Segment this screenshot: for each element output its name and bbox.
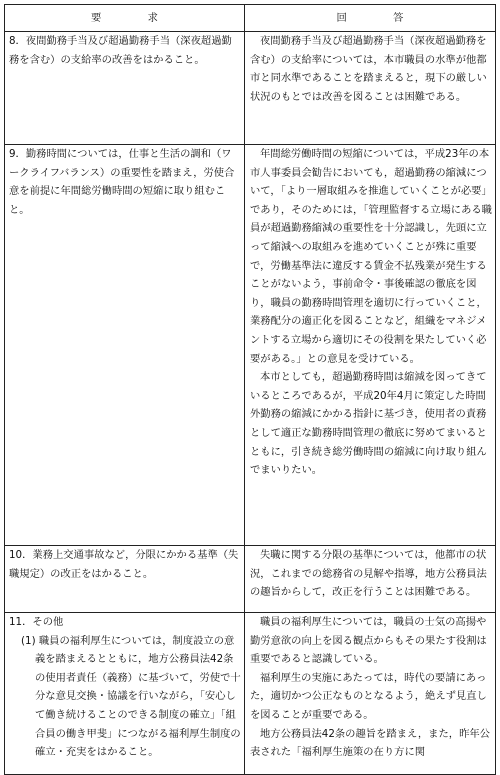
header-request: 要 求 — [5, 5, 245, 32]
answer-paragraph: 職員の福利厚生については，職員の士気の高揚や勤労意欲の向上を図る観点からもその果たす役割は重要であると認識している。 — [250, 616, 487, 666]
subitem-text: 職員の福利厚生については，制度設立の意義を踏まえるとともに，地方公務員法42条の使用者責任（義務）に基づいて，労使で十分な意見交換・協議を行いながら，「安心して働き続けることのできる制度の確立」「組合員の働き甲斐」につながる福利厚生制度の確立・充実をはかること。 — [35, 634, 241, 759]
request-text: 8．夜間勤務手当及び超過勤務手当（深夜超過勤務を含む）の支給率の改善をはかること。 — [9, 35, 232, 66]
answer-cell — [245, 546, 496, 613]
table-row — [5, 546, 496, 613]
subitem-label: (1) — [21, 634, 36, 647]
request-cell — [5, 546, 245, 613]
answer-paragraph: 地方公務員法42条の趣旨を踏まえ，また，昨年公表された「福利厚生施策の在り方に関 — [250, 727, 490, 759]
request-cell — [5, 145, 245, 546]
request-text: 10．業務上交通事故など，分限にかかる基準（失職規定）の改正をはかること。 — [9, 549, 239, 580]
request-subitem — [9, 632, 241, 762]
answer-paragraph: 本市としても，超過勤務時間は縮減を図ってきているところであるが，平成20年4月に策定した時間外勤務の縮減にかかる指針に基づき，使用者の責務として適正な勤務時間管理の徹底に努めてまいるとともに，引き続き総労働時間の縮減に向け取り組んでまいりたい。 — [250, 371, 487, 477]
answer-cell — [245, 613, 496, 775]
request-cell — [5, 32, 245, 145]
answer-paragraph: 夜間勤務手当及び超過勤務手当（深夜超過勤務を含む）の支給率については，本市職員の水準が他都市と同水準であることを踏まえると，現下の厳しい状況のもとでは改善を図ることは困難である。 — [250, 35, 487, 103]
answer-cell — [245, 145, 496, 546]
table-row — [5, 32, 496, 145]
request-cell — [5, 613, 245, 775]
request-answer-table — [4, 4, 496, 775]
answer-cell — [245, 32, 496, 145]
answer-paragraph: 失職に関する分限の基準については，他都市の状況，これまでの総務省の見解や指導，地方公務員法の趣旨からして，改正を行うことは困難である。 — [250, 549, 487, 599]
table-header-row — [5, 5, 496, 32]
table-row — [5, 613, 496, 775]
answer-paragraph: 年間総労働時間の短縮については，平成23年の本市人事委員会勧告においても，超過勤務の縮減について，「より一層取組みを推進していくことが必要」であり，そのためには，「管理監督する立場にある職員が超過勤務縮減の重要性を十分認識し，先頭に立って縮減への取組みを進めていくことが殊に重要で，労働基準法に違反する賃金不払残業が発生することがないよう，事前命令・事後確認の徹底を図り，職員の勤務時間管理を適切に行っていくこと，業務配分の適正化を図ることなど，組織をマネジメントする立場から適切にその役割を果たしていく必要がある。」との意見を受けている。 — [250, 148, 492, 365]
table-row — [5, 145, 496, 546]
answer-paragraph: 福利厚生の実施にあたっては，時代の要請にあった，適切かつ公正なものとなるよう，絶えず見直しを図ることが重要である。 — [250, 671, 487, 721]
request-text: 9．勤務時間については，仕事と生活の調和（ワークライフバランス）の重要性を踏まえ，労使合意を前提に年間総労働時間の短縮に取り組むこと。 — [9, 148, 235, 216]
request-answer-document — [4, 4, 495, 775]
request-heading: 11．その他 — [9, 616, 64, 628]
header-answer: 回 答 — [245, 5, 496, 32]
